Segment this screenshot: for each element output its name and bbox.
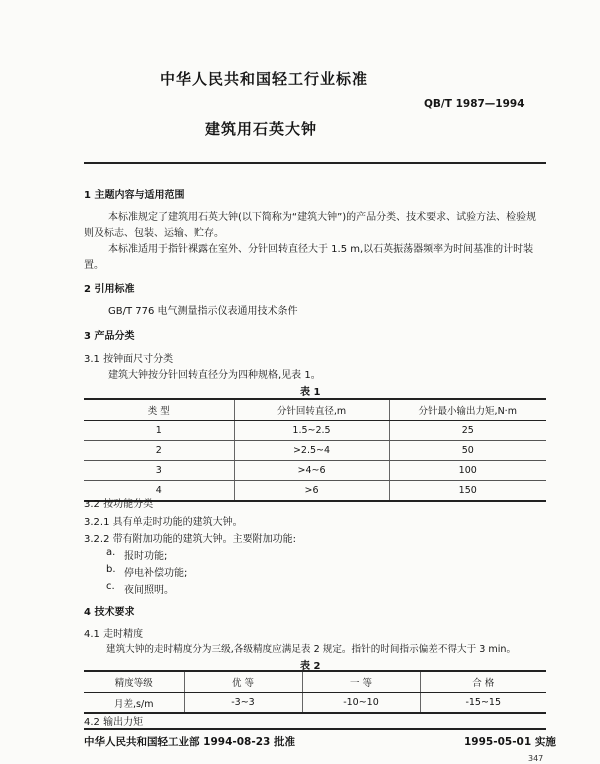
table-1-caption: 表 1	[300, 387, 321, 398]
section-3-heading: 3 产品分类	[84, 331, 135, 342]
table-cell: 3	[84, 461, 234, 481]
subsection-4-1: 4.1 走时精度	[84, 629, 144, 640]
list-item-label: b.	[106, 564, 116, 575]
table-row	[84, 441, 546, 461]
document-title: 建筑用石英大钟	[205, 120, 318, 138]
table-1-header-cell: 类 型	[84, 399, 234, 421]
table-2-header-cell: 精度等级	[84, 671, 184, 693]
org-title: 中华人民共和国轻工行业标准	[160, 70, 369, 88]
list-item: 夜间照明。	[124, 585, 174, 596]
section-1-heading: 1 主题内容与适用范围	[84, 190, 185, 201]
header-divider	[84, 162, 546, 164]
table-2	[84, 670, 546, 714]
section-4-heading: 4 技术要求	[84, 607, 135, 618]
table-1	[84, 398, 546, 502]
table-2-header-cell: 合 格	[420, 671, 546, 693]
section-1-para-1-line-2: 则及标志、包装、运输、贮存。	[84, 228, 224, 239]
table-cell: 2	[84, 441, 234, 461]
table-cell: 100	[389, 461, 546, 481]
table-1-header-cell: 分针回转直径,m	[234, 399, 389, 421]
list-item: 停电补偿功能;	[124, 568, 188, 579]
section-2-heading: 2 引用标准	[84, 284, 135, 295]
table-cell: >2.5~4	[234, 441, 389, 461]
table-cell: 1.5~2.5	[234, 421, 389, 441]
table-cell: >4~6	[234, 461, 389, 481]
table-2-caption: 表 2	[300, 661, 321, 672]
table-cell: 4	[84, 481, 234, 502]
subsection-3-2-1: 3.2.1 具有单走时功能的建筑大钟。	[84, 517, 243, 528]
table-cell: 25	[389, 421, 546, 441]
subsection-4-2: 4.2 输出力矩	[84, 717, 144, 728]
approval-line: 中华人民共和国轻工业部 1994-08-23 批准	[84, 736, 295, 748]
page-number: 347	[528, 754, 544, 763]
table-cell: 50	[389, 441, 546, 461]
standard-code: QB/T 1987—1994	[424, 98, 525, 110]
subsection-3-1: 3.1 按钟面尺寸分类	[84, 354, 174, 365]
table-cell: -3~3	[184, 693, 302, 714]
table-cell: 1	[84, 421, 234, 441]
table-row	[84, 421, 546, 441]
list-item-label: c.	[106, 581, 115, 592]
table-1-header-row	[84, 399, 546, 421]
subsection-3-1-text: 建筑大钟按分针回转直径分为四种规格,见表 1。	[108, 370, 321, 381]
table-2-header-row	[84, 671, 546, 693]
subsection-3-2-2: 3.2.2 带有附加功能的建筑大钟。主要附加功能:	[84, 534, 296, 545]
section-1-para-2-line-2: 置。	[84, 260, 104, 271]
table-row	[84, 481, 546, 502]
table-cell: 150	[389, 481, 546, 502]
table-row	[84, 693, 546, 714]
table-cell: -15~15	[420, 693, 546, 714]
section-1-para-2-line-1: 本标准适用于指针裸露在室外、分针回转直径大于 1.5 m,以石英振荡器频率为时间基准的计时装	[108, 244, 534, 255]
effective-date: 1995-05-01 实施	[464, 736, 556, 748]
table-1-header-cell: 分针最小输出力矩,N·m	[389, 399, 546, 421]
table-cell: >6	[234, 481, 389, 502]
reference-standard: GB/T 776 电气测量指示仪表通用技术条件	[108, 306, 298, 317]
table-2-header-cell: 一 等	[302, 671, 420, 693]
table-2-header-cell: 优 等	[184, 671, 302, 693]
table-row	[84, 461, 546, 481]
list-item-label: a.	[106, 547, 116, 558]
section-1-para-1-line-1: 本标准规定了建筑用石英大钟(以下简称为“建筑大钟”)的产品分类、技术要求、试验方法、检验规	[108, 212, 537, 223]
subsection-3-2: 3.2 按功能分类	[84, 499, 154, 510]
table-cell: -10~10	[302, 693, 420, 714]
list-item: 报时功能;	[124, 551, 168, 562]
table-cell: 月差,s/m	[84, 693, 184, 714]
footer-divider	[84, 728, 546, 730]
subsection-4-1-text: 建筑大钟的走时精度分为三级,各级精度应满足表 2 规定。指针的时间指示偏差不得大于 3 min。	[106, 644, 517, 655]
